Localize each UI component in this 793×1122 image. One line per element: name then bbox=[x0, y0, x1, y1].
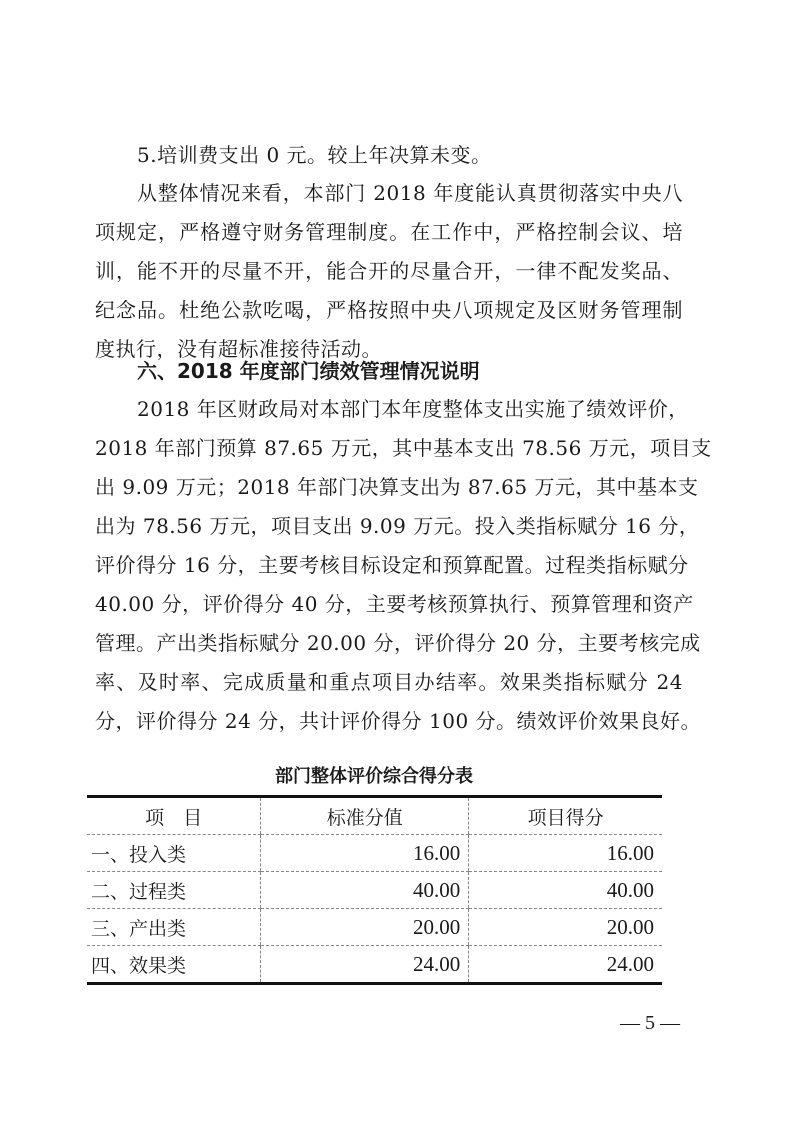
row-standard-score: 16.00 bbox=[261, 835, 469, 872]
row-item-score: 40.00 bbox=[469, 872, 662, 909]
row-item-score: 24.00 bbox=[469, 946, 662, 984]
text-line: 2018 年区财政局对本部门本年度整体支出实施了绩效评价， bbox=[137, 397, 689, 421]
score-table bbox=[87, 795, 662, 985]
column-header-standard-score: 标准分值 bbox=[261, 797, 469, 835]
text-line: 分，评价得分 24 分，共计评价得分 100 分。绩效评价效果良好。 bbox=[95, 709, 702, 733]
text-line: 出为 78.56 万元，项目支出 9.09 万元。投入类指标赋分 16 分， bbox=[95, 514, 700, 538]
row-item: 四、效果类 bbox=[91, 954, 187, 977]
row-item: 一、投入类 bbox=[87, 835, 261, 872]
page-number: — 5 — bbox=[620, 1012, 680, 1034]
table-row bbox=[87, 835, 662, 872]
text-line: 出 9.09 万元；2018 年部门决算支出为 87.65 万元，其中基本支 bbox=[95, 475, 699, 499]
text-line: 纪念品。杜绝公款吃喝，严格按照中央八项规定及区财务管理制 bbox=[95, 298, 683, 322]
text-line: 2018 年部门预算 87.65 万元，其中基本支出 78.56 万元，项目支 bbox=[95, 436, 712, 460]
row-standard-score: 40.00 bbox=[261, 872, 469, 909]
table-row bbox=[87, 872, 662, 909]
table-row bbox=[87, 946, 662, 984]
column-header-item-score: 项目得分 bbox=[469, 797, 662, 835]
table-row bbox=[87, 909, 662, 946]
table-title: 部门整体评价综合得分表 bbox=[275, 766, 473, 787]
text-line: 从整体情况来看，本部门 2018 年度能认真贯彻落实中央八 bbox=[137, 181, 683, 205]
text-line: 训，能不开的尽量不开，能合开的尽量合开，一律不配发奖品、 bbox=[95, 259, 683, 283]
row-standard-score: 24.00 bbox=[261, 946, 469, 984]
table-header-row bbox=[87, 797, 662, 835]
text-line: 5.培训费支出 0 元。较上年决算未变。 bbox=[137, 143, 492, 167]
row-standard-score: 20.00 bbox=[261, 909, 469, 946]
row-item-score: 16.00 bbox=[469, 835, 662, 872]
column-header-item: 项 目 bbox=[87, 797, 261, 835]
row-item: 二、过程类 bbox=[87, 872, 261, 909]
text-line: 40.00 分，评价得分 40 分，主要考核预算执行、预算管理和资产 bbox=[95, 592, 694, 616]
text-line: 度执行，没有超标准接待活动。 bbox=[95, 337, 382, 361]
section-heading: 六、2018 年度部门绩效管理情况说明 bbox=[137, 359, 480, 383]
row-item-score: 20.00 bbox=[469, 909, 662, 946]
text-line: 评价得分 16 分，主要考核目标设定和预算配置。过程类指标赋分 bbox=[95, 553, 689, 577]
text-line: 管理。产出类指标赋分 20.00 分，评价得分 20 分，主要考核完成 bbox=[95, 631, 701, 655]
row-item: 三、产出类 bbox=[87, 909, 261, 946]
text-line: 项规定，严格遵守财务管理制度。在工作中，严格控制会议、培 bbox=[95, 220, 683, 244]
text-line: 率、及时率、完成质量和重点项目办结率。效果类指标赋分 24 bbox=[95, 670, 683, 694]
